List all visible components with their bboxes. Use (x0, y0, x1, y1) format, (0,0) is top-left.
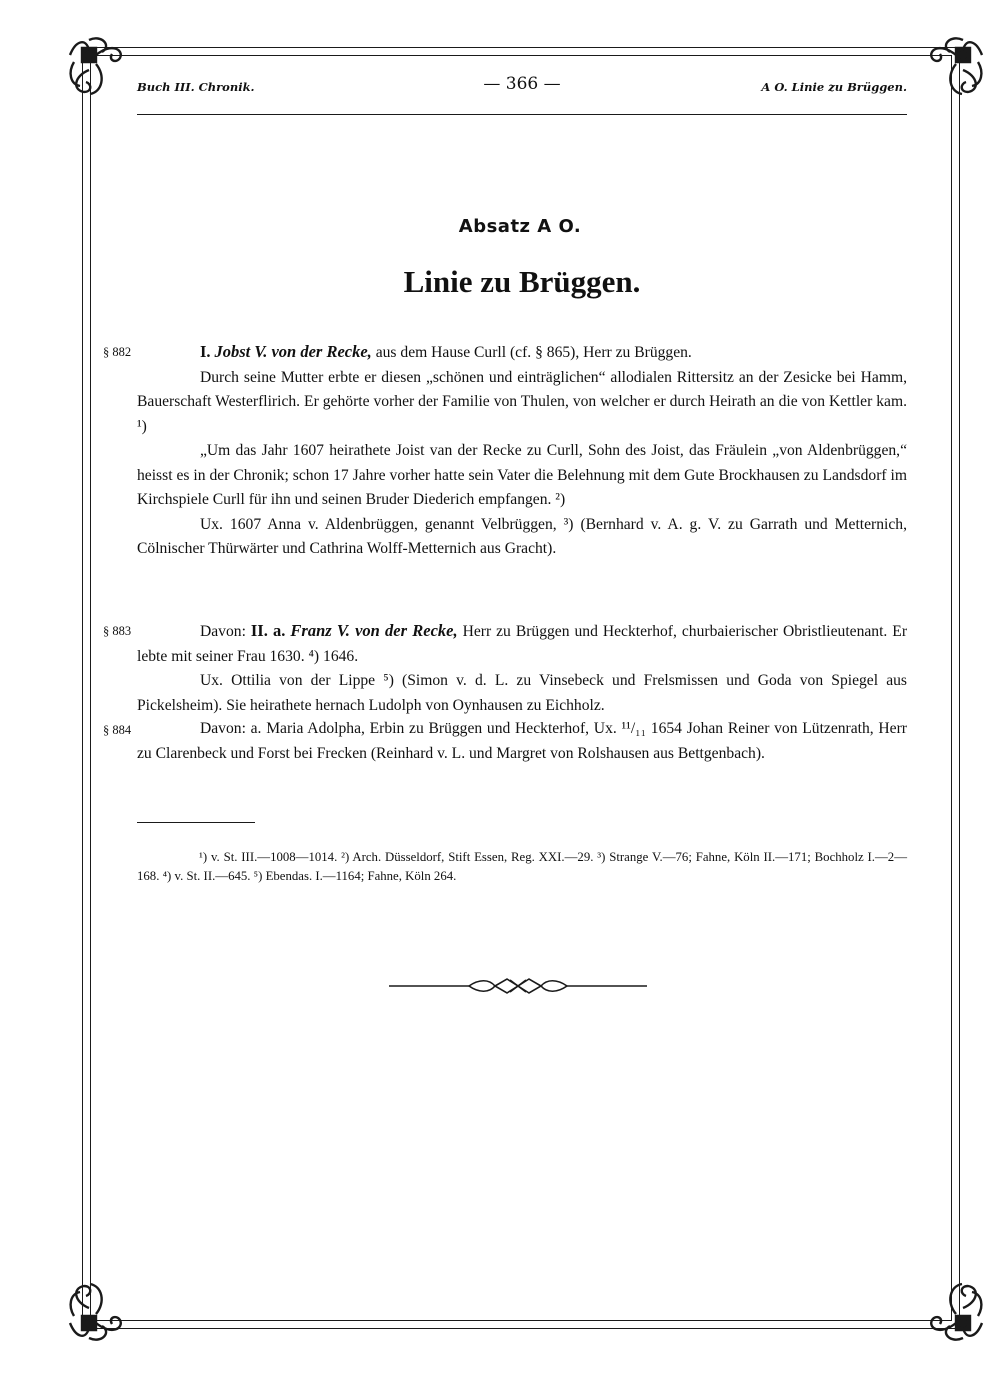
paragraph-883 (137, 619, 907, 718)
paragraph-882-line1: aus dem Hause Curll (cf. § 865), Herr zu Brüggen. (375, 344, 692, 361)
footnote-rule (137, 822, 255, 823)
corner-ornament-bottom-right (900, 1258, 990, 1348)
section-title: Linie zu Brüggen. (403, 264, 641, 299)
footnote-text: ¹) v. St. III.—1008—1014. ²) Arch. Düsseldorf, Stift Essen, Reg. XXI.—29. ³) Strange V.—76; Fahne, Köln II.—171; Bochholz I.—2—168. ⁴) v. St. II.—645. ⁵) Ebendas. I.—1164; Fahne, Köln 264. (137, 850, 907, 883)
paragraph-882-text2: „Um das Jahr 1607 heirathete Joist van der Recke zu Curll, Sohn des Joist, das Fräulein „von Aldenbrüggen,“ heisst es in der Chronik; schon 17 Jahre vorher hatte sein Vater die Belehnung mit dem Gute Brockhausen zu Landsdorf im Kirchspiele Curll für ihn und seinen Bruder Diederich empfangen. ²) (137, 442, 907, 508)
absatz-heading: Absatz A O. (458, 216, 582, 237)
end-ornament (389, 975, 647, 997)
paragraph-882-text3: Ux. 1607 Anna v. Aldenbrüggen, genannt Velbrüggen, ³) (Bernhard v. A. g. V. zu Garrath und Metternich, Cölnischer Thürwärter und Cathrina Wolff-Metternich aus Gracht). (137, 515, 907, 557)
generation-roman-ii: II. a. (250, 621, 286, 640)
header-rule (137, 114, 907, 115)
header-book-chronik: Buch III. Chronik. (137, 80, 255, 94)
running-header (137, 74, 907, 102)
corner-ornament-top-right (900, 30, 990, 120)
paragraph-883-line1: Herr zu Brüggen und Heckterhof, churbaierischer Obristlieutenant. Er lebte mit seiner Frau 1630. ⁴) 1646. (137, 623, 908, 665)
paragraph-884 (137, 717, 907, 766)
paragraph-883-text2: Ux. Ottilia von der Lippe ⁵) (Simon v. d. L. zu Vinsebeck und Frelsmissen und Goda von Spiegel aus Pickelsheim). Sie heirathete hernach Ludolph von Oynhausen zu Eichholz. (137, 672, 907, 714)
person-name-jobst: Jobst V. von der Recke, (214, 342, 372, 361)
header-section-title: A O. Linie zu Brüggen. (761, 80, 907, 94)
generation-roman-i: I. (200, 342, 211, 361)
paragraph-882-text1: Durch seine Mutter erbte er diesen „schönen und einträglichen“ allodialen Rittersitz an der Zesicke bei Hamm, Bauerschaft Westerflirich. Er gehörte vorher der Familie von Thulen, von welcher er durch Heirath an die von Kettler kam. ¹) (137, 368, 907, 435)
davon-label: Davon: (200, 623, 246, 640)
paragraph-884-text: Davon: a. Maria Adolpha, Erbin zu Brüggen und Heckterhof, Ux. ¹¹/₁₁ 1654 Johan Reiner von Lützenrath, Herr zu Clarenbeck und Forst bei Frecken (Reinhard v. L. und Margret von Rolshausen aus Bettgenbach). (137, 720, 907, 762)
paragraph-number-884: § 884 (103, 723, 132, 737)
footnotes (137, 848, 907, 885)
paragraph-number-882: § 882 (103, 345, 132, 359)
corner-ornament-bottom-left (62, 1258, 152, 1348)
paragraph-number-883: § 883 (103, 624, 132, 638)
page-number: — 366 — (483, 74, 561, 94)
paragraph-882 (137, 340, 907, 562)
person-name-franz: Franz V. von der Recke, (290, 621, 458, 640)
